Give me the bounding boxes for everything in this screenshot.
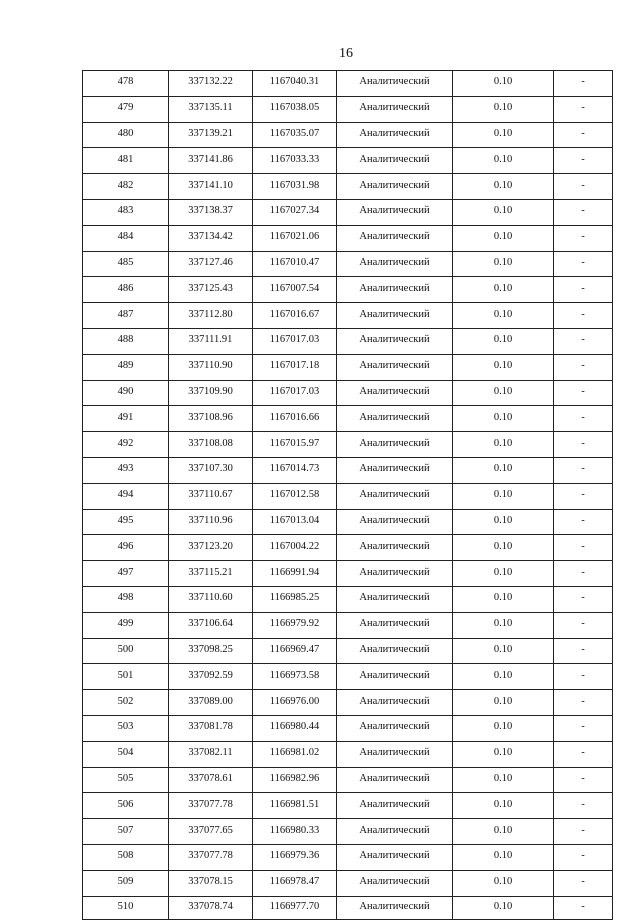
method-cell: Аналитический — [337, 71, 453, 97]
note-cell: - — [554, 432, 613, 458]
note-cell: - — [554, 741, 613, 767]
table-row — [83, 148, 613, 174]
note-cell: - — [554, 225, 613, 251]
x-coordinate-cell: 337078.74 — [169, 896, 253, 919]
note-cell: - — [554, 638, 613, 664]
y-coordinate-cell: 1166979.36 — [253, 844, 337, 870]
point-number-cell: 510 — [83, 896, 169, 919]
accuracy-cell: 0.10 — [453, 71, 554, 97]
x-coordinate-cell: 337098.25 — [169, 638, 253, 664]
accuracy-cell: 0.10 — [453, 715, 554, 741]
note-cell: - — [554, 96, 613, 122]
y-coordinate-cell: 1167016.67 — [253, 303, 337, 329]
y-coordinate-cell: 1166976.00 — [253, 690, 337, 716]
note-cell: - — [554, 715, 613, 741]
table-row — [83, 741, 613, 767]
point-number-cell: 482 — [83, 174, 169, 200]
table-row — [83, 277, 613, 303]
x-coordinate-cell: 337110.96 — [169, 509, 253, 535]
point-number-cell: 501 — [83, 664, 169, 690]
point-number-cell: 506 — [83, 793, 169, 819]
x-coordinate-cell: 337078.61 — [169, 767, 253, 793]
y-coordinate-cell: 1167004.22 — [253, 535, 337, 561]
note-cell: - — [554, 277, 613, 303]
note-cell: - — [554, 690, 613, 716]
accuracy-cell: 0.10 — [453, 406, 554, 432]
note-cell: - — [554, 535, 613, 561]
table-row — [83, 354, 613, 380]
point-number-cell: 507 — [83, 819, 169, 845]
method-cell: Аналитический — [337, 690, 453, 716]
table-row — [83, 561, 613, 587]
y-coordinate-cell: 1167017.03 — [253, 328, 337, 354]
accuracy-cell: 0.10 — [453, 148, 554, 174]
accuracy-cell: 0.10 — [453, 741, 554, 767]
note-cell: - — [554, 612, 613, 638]
note-cell: - — [554, 483, 613, 509]
x-coordinate-cell: 337110.67 — [169, 483, 253, 509]
accuracy-cell: 0.10 — [453, 328, 554, 354]
x-coordinate-cell: 337132.22 — [169, 71, 253, 97]
note-cell: - — [554, 457, 613, 483]
accuracy-cell: 0.10 — [453, 767, 554, 793]
table-row — [83, 251, 613, 277]
point-number-cell: 504 — [83, 741, 169, 767]
y-coordinate-cell: 1167017.18 — [253, 354, 337, 380]
note-cell: - — [554, 870, 613, 896]
accuracy-cell: 0.10 — [453, 354, 554, 380]
point-number-cell: 508 — [83, 844, 169, 870]
x-coordinate-cell: 337082.11 — [169, 741, 253, 767]
point-number-cell: 486 — [83, 277, 169, 303]
accuracy-cell: 0.10 — [453, 664, 554, 690]
y-coordinate-cell: 1166981.51 — [253, 793, 337, 819]
point-number-cell: 480 — [83, 122, 169, 148]
x-coordinate-cell: 337110.60 — [169, 586, 253, 612]
y-coordinate-cell: 1166980.33 — [253, 819, 337, 845]
x-coordinate-cell: 337125.43 — [169, 277, 253, 303]
accuracy-cell: 0.10 — [453, 793, 554, 819]
method-cell: Аналитический — [337, 303, 453, 329]
table-row — [83, 328, 613, 354]
y-coordinate-cell: 1166980.44 — [253, 715, 337, 741]
x-coordinate-cell: 337115.21 — [169, 561, 253, 587]
accuracy-cell: 0.10 — [453, 612, 554, 638]
note-cell: - — [554, 380, 613, 406]
point-number-cell: 496 — [83, 535, 169, 561]
note-cell: - — [554, 509, 613, 535]
y-coordinate-cell: 1167033.33 — [253, 148, 337, 174]
accuracy-cell: 0.10 — [453, 844, 554, 870]
page-number: 16 — [339, 46, 353, 61]
y-coordinate-cell: 1166979.92 — [253, 612, 337, 638]
x-coordinate-cell: 337077.78 — [169, 793, 253, 819]
table-row — [83, 71, 613, 97]
accuracy-cell: 0.10 — [453, 303, 554, 329]
accuracy-cell: 0.10 — [453, 535, 554, 561]
point-number-cell: 509 — [83, 870, 169, 896]
method-cell: Аналитический — [337, 612, 453, 638]
point-number-cell: 485 — [83, 251, 169, 277]
point-number-cell: 503 — [83, 715, 169, 741]
table-row — [83, 638, 613, 664]
method-cell: Аналитический — [337, 457, 453, 483]
table-row — [83, 380, 613, 406]
accuracy-cell: 0.10 — [453, 122, 554, 148]
method-cell: Аналитический — [337, 225, 453, 251]
x-coordinate-cell: 337110.90 — [169, 354, 253, 380]
point-number-cell: 489 — [83, 354, 169, 380]
table-row — [83, 767, 613, 793]
method-cell: Аналитический — [337, 380, 453, 406]
table-row — [83, 612, 613, 638]
method-cell: Аналитический — [337, 819, 453, 845]
y-coordinate-cell: 1167015.97 — [253, 432, 337, 458]
x-coordinate-cell: 337092.59 — [169, 664, 253, 690]
table-row — [83, 303, 613, 329]
table-row — [83, 509, 613, 535]
table-row — [83, 457, 613, 483]
method-cell: Аналитический — [337, 844, 453, 870]
accuracy-cell: 0.10 — [453, 561, 554, 587]
table-row — [83, 432, 613, 458]
method-cell: Аналитический — [337, 715, 453, 741]
note-cell: - — [554, 406, 613, 432]
table-row — [83, 690, 613, 716]
x-coordinate-cell: 337077.78 — [169, 844, 253, 870]
note-cell: - — [554, 664, 613, 690]
point-number-cell: 491 — [83, 406, 169, 432]
note-cell: - — [554, 793, 613, 819]
accuracy-cell: 0.10 — [453, 432, 554, 458]
method-cell: Аналитический — [337, 199, 453, 225]
point-number-cell: 479 — [83, 96, 169, 122]
y-coordinate-cell: 1167021.06 — [253, 225, 337, 251]
table-row — [83, 199, 613, 225]
accuracy-cell: 0.10 — [453, 199, 554, 225]
x-coordinate-cell: 337127.46 — [169, 251, 253, 277]
table-row — [83, 225, 613, 251]
accuracy-cell: 0.10 — [453, 586, 554, 612]
point-number-cell: 478 — [83, 71, 169, 97]
point-number-cell: 505 — [83, 767, 169, 793]
x-coordinate-cell: 337089.00 — [169, 690, 253, 716]
coordinates-table-body — [83, 71, 613, 920]
x-coordinate-cell: 337123.20 — [169, 535, 253, 561]
accuracy-cell: 0.10 — [453, 896, 554, 919]
x-coordinate-cell: 337081.78 — [169, 715, 253, 741]
method-cell: Аналитический — [337, 561, 453, 587]
x-coordinate-cell: 337138.37 — [169, 199, 253, 225]
accuracy-cell: 0.10 — [453, 819, 554, 845]
point-number-cell: 481 — [83, 148, 169, 174]
method-cell: Аналитический — [337, 741, 453, 767]
accuracy-cell: 0.10 — [453, 251, 554, 277]
y-coordinate-cell: 1166991.94 — [253, 561, 337, 587]
point-number-cell: 484 — [83, 225, 169, 251]
note-cell: - — [554, 251, 613, 277]
point-number-cell: 494 — [83, 483, 169, 509]
method-cell: Аналитический — [337, 793, 453, 819]
y-coordinate-cell: 1167007.54 — [253, 277, 337, 303]
method-cell: Аналитический — [337, 406, 453, 432]
x-coordinate-cell: 337111.91 — [169, 328, 253, 354]
point-number-cell: 493 — [83, 457, 169, 483]
method-cell: Аналитический — [337, 328, 453, 354]
table-row — [83, 96, 613, 122]
note-cell: - — [554, 844, 613, 870]
method-cell: Аналитический — [337, 664, 453, 690]
note-cell: - — [554, 148, 613, 174]
table-row — [83, 664, 613, 690]
y-coordinate-cell: 1166985.25 — [253, 586, 337, 612]
x-coordinate-cell: 337078.15 — [169, 870, 253, 896]
method-cell: Аналитический — [337, 174, 453, 200]
method-cell: Аналитический — [337, 509, 453, 535]
note-cell: - — [554, 561, 613, 587]
point-number-cell: 500 — [83, 638, 169, 664]
point-number-cell: 483 — [83, 199, 169, 225]
point-number-cell: 499 — [83, 612, 169, 638]
table-row — [83, 870, 613, 896]
note-cell: - — [554, 199, 613, 225]
table-row — [83, 174, 613, 200]
y-coordinate-cell: 1167027.34 — [253, 199, 337, 225]
table-row — [83, 406, 613, 432]
accuracy-cell: 0.10 — [453, 509, 554, 535]
table-row — [83, 483, 613, 509]
accuracy-cell: 0.10 — [453, 225, 554, 251]
y-coordinate-cell: 1167040.31 — [253, 71, 337, 97]
x-coordinate-cell: 337112.80 — [169, 303, 253, 329]
x-coordinate-cell: 337108.96 — [169, 406, 253, 432]
point-number-cell: 487 — [83, 303, 169, 329]
accuracy-cell: 0.10 — [453, 483, 554, 509]
table-row — [83, 896, 613, 919]
method-cell: Аналитический — [337, 767, 453, 793]
point-number-cell: 490 — [83, 380, 169, 406]
method-cell: Аналитический — [337, 432, 453, 458]
table-row — [83, 535, 613, 561]
y-coordinate-cell: 1167010.47 — [253, 251, 337, 277]
x-coordinate-cell: 337106.64 — [169, 612, 253, 638]
y-coordinate-cell: 1167038.05 — [253, 96, 337, 122]
table-row — [83, 586, 613, 612]
y-coordinate-cell: 1167016.66 — [253, 406, 337, 432]
note-cell: - — [554, 767, 613, 793]
accuracy-cell: 0.10 — [453, 277, 554, 303]
accuracy-cell: 0.10 — [453, 690, 554, 716]
point-number-cell: 497 — [83, 561, 169, 587]
table-row — [83, 715, 613, 741]
accuracy-cell: 0.10 — [453, 96, 554, 122]
table-row — [83, 844, 613, 870]
accuracy-cell: 0.10 — [453, 380, 554, 406]
accuracy-cell: 0.10 — [453, 457, 554, 483]
x-coordinate-cell: 337141.10 — [169, 174, 253, 200]
x-coordinate-cell: 337107.30 — [169, 457, 253, 483]
note-cell: - — [554, 71, 613, 97]
y-coordinate-cell: 1167012.58 — [253, 483, 337, 509]
method-cell: Аналитический — [337, 148, 453, 174]
method-cell: Аналитический — [337, 896, 453, 919]
accuracy-cell: 0.10 — [453, 870, 554, 896]
method-cell: Аналитический — [337, 251, 453, 277]
table-row — [83, 793, 613, 819]
x-coordinate-cell: 337077.65 — [169, 819, 253, 845]
y-coordinate-cell: 1166982.96 — [253, 767, 337, 793]
note-cell: - — [554, 896, 613, 919]
x-coordinate-cell: 337134.42 — [169, 225, 253, 251]
note-cell: - — [554, 819, 613, 845]
note-cell: - — [554, 354, 613, 380]
y-coordinate-cell: 1166978.47 — [253, 870, 337, 896]
method-cell: Аналитический — [337, 638, 453, 664]
method-cell: Аналитический — [337, 535, 453, 561]
note-cell: - — [554, 174, 613, 200]
point-number-cell: 495 — [83, 509, 169, 535]
x-coordinate-cell: 337141.86 — [169, 148, 253, 174]
coordinates-table — [82, 70, 613, 920]
y-coordinate-cell: 1166977.70 — [253, 896, 337, 919]
method-cell: Аналитический — [337, 870, 453, 896]
note-cell: - — [554, 303, 613, 329]
accuracy-cell: 0.10 — [453, 174, 554, 200]
y-coordinate-cell: 1166981.02 — [253, 741, 337, 767]
y-coordinate-cell: 1167013.04 — [253, 509, 337, 535]
x-coordinate-cell: 337135.11 — [169, 96, 253, 122]
note-cell: - — [554, 586, 613, 612]
point-number-cell: 492 — [83, 432, 169, 458]
x-coordinate-cell: 337109.90 — [169, 380, 253, 406]
y-coordinate-cell: 1167017.03 — [253, 380, 337, 406]
y-coordinate-cell: 1166973.58 — [253, 664, 337, 690]
method-cell: Аналитический — [337, 483, 453, 509]
y-coordinate-cell: 1166969.47 — [253, 638, 337, 664]
method-cell: Аналитический — [337, 354, 453, 380]
point-number-cell: 502 — [83, 690, 169, 716]
method-cell: Аналитический — [337, 96, 453, 122]
y-coordinate-cell: 1167035.07 — [253, 122, 337, 148]
y-coordinate-cell: 1167014.73 — [253, 457, 337, 483]
method-cell: Аналитический — [337, 586, 453, 612]
x-coordinate-cell: 337108.08 — [169, 432, 253, 458]
accuracy-cell: 0.10 — [453, 638, 554, 664]
x-coordinate-cell: 337139.21 — [169, 122, 253, 148]
method-cell: Аналитический — [337, 277, 453, 303]
point-number-cell: 498 — [83, 586, 169, 612]
table-row — [83, 819, 613, 845]
table-row — [83, 122, 613, 148]
point-number-cell: 488 — [83, 328, 169, 354]
method-cell: Аналитический — [337, 122, 453, 148]
note-cell: - — [554, 122, 613, 148]
y-coordinate-cell: 1167031.98 — [253, 174, 337, 200]
note-cell: - — [554, 328, 613, 354]
